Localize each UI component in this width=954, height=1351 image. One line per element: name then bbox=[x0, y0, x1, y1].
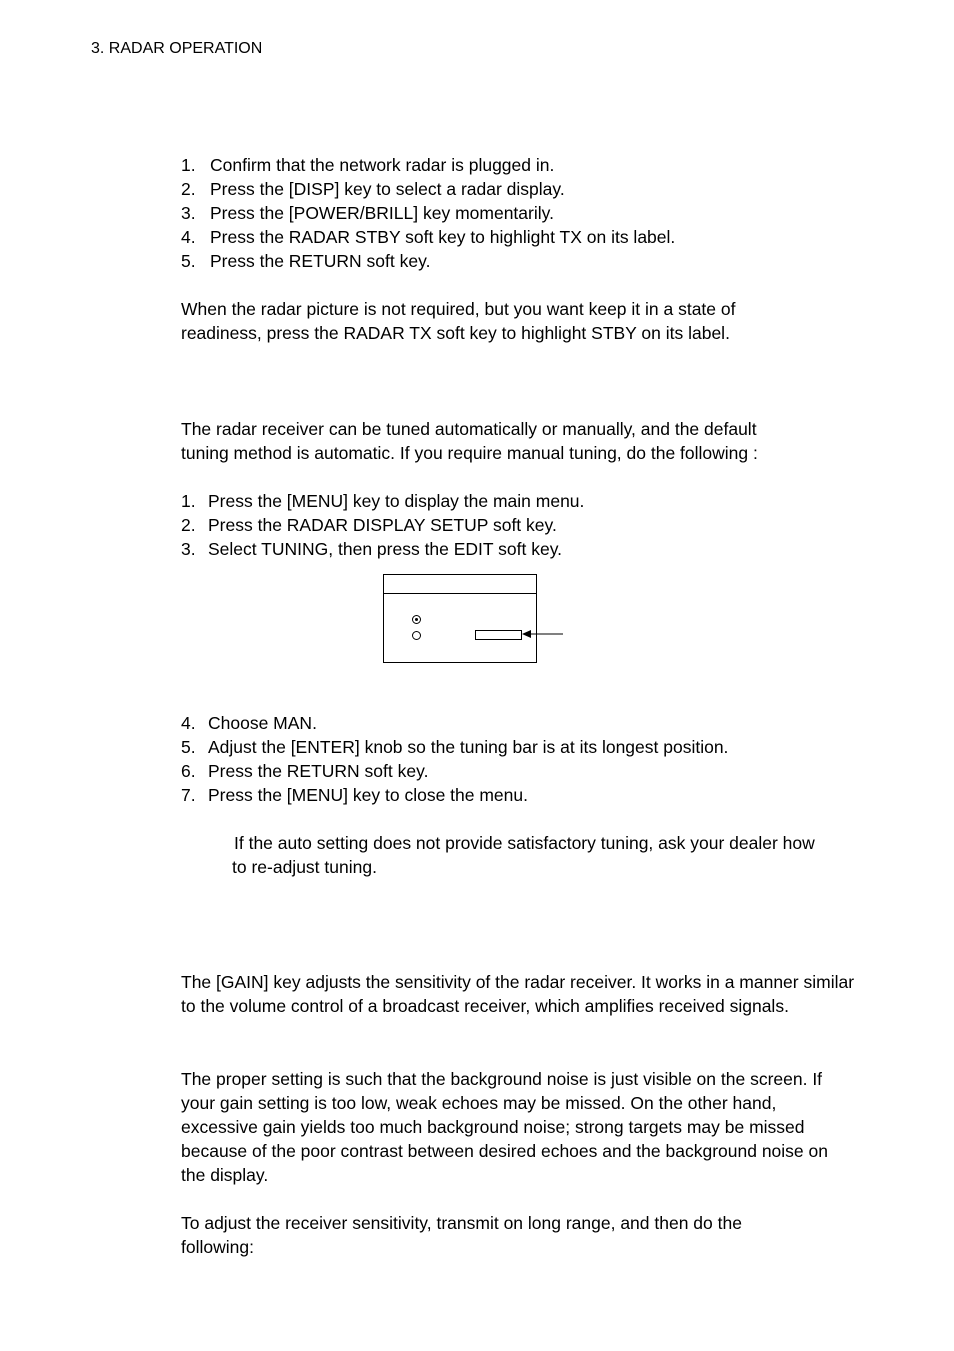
tuning-dialog-figure bbox=[383, 574, 537, 663]
list-item: 1. Confirm that the network radar is plugged in. bbox=[181, 155, 555, 175]
list-item: 2. Press the RADAR DISPLAY SETUP soft key. bbox=[181, 515, 557, 535]
auto-radio-button bbox=[412, 615, 421, 624]
list-item: 4. Press the RADAR STBY soft key to highlight TX on its label. bbox=[181, 227, 676, 247]
list-item: 3. Press the [POWER/BRILL] key momentarily. bbox=[181, 203, 554, 223]
list-item: 4. Choose MAN. bbox=[181, 713, 317, 733]
tuning-bar bbox=[475, 630, 522, 640]
dialog-title-bar bbox=[384, 575, 536, 594]
pointer-arrow-icon bbox=[522, 626, 564, 642]
list-item: 2. Press the [DISP] key to select a radar display. bbox=[181, 179, 565, 199]
standby-paragraph: When the radar picture is not required, but you want keep it in a state of readiness, press the RADAR TX soft key to highlight STBY on its label. bbox=[181, 299, 736, 343]
gain-paragraph-3: To adjust the receiver sensitivity, transmit on long range, and then do the following: bbox=[181, 1213, 742, 1257]
tuning-intro: The radar receiver can be tuned automatically or manually, and the default tuning method is automatic. If you require manual tuning, do the following : bbox=[181, 419, 758, 463]
list-item: 7. Press the [MENU] key to close the menu. bbox=[181, 785, 528, 805]
gain-paragraph-2: The proper setting is such that the background noise is just visible on the screen. If your gain setting is too low, weak echoes may be missed. On the other hand, excessive gain yields too much background noise; strong targets may be missed because of the poor contrast between desired echoes and the background noise on the display. bbox=[181, 1069, 828, 1185]
tuning-steps-a bbox=[181, 489, 861, 561]
transmit-steps bbox=[181, 153, 861, 273]
section-header: 3. RADAR OPERATION bbox=[91, 40, 263, 57]
list-item: 3. Select TUNING, then press the EDIT soft key. bbox=[181, 539, 563, 559]
list-item: 5. Press the RETURN soft key. bbox=[181, 251, 431, 271]
gain-paragraph-1: The [GAIN] key adjusts the sensitivity of the radar receiver. It works in a manner similar to the volume control of a broadcast receiver, which amplifies received signals. bbox=[181, 972, 855, 1016]
list-item: 6. Press the RETURN soft key. bbox=[181, 761, 429, 781]
list-item: 1. Press the [MENU] key to display the main menu. bbox=[181, 491, 585, 511]
tuning-steps-b bbox=[181, 711, 861, 807]
manual-radio-button bbox=[412, 631, 421, 640]
tuning-note: If the auto setting does not provide satisfactory tuning, ask your dealer how to re-adjust tuning. bbox=[232, 833, 815, 877]
list-item: 5. Adjust the [ENTER] knob so the tuning bar is at its longest position. bbox=[181, 737, 729, 757]
